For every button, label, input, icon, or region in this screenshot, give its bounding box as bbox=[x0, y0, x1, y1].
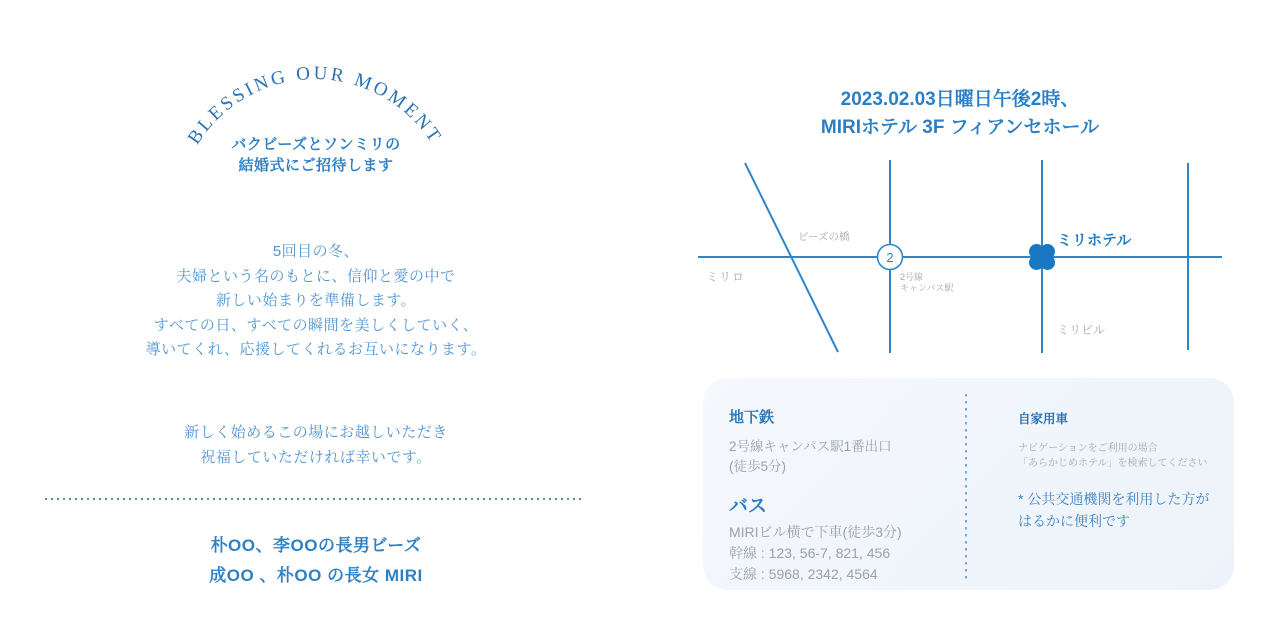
intro-line-1: バクビーズとソンミリの bbox=[231, 136, 401, 153]
poem-line-4: すべての日、すべての瞬間を美しくしていく、 bbox=[153, 316, 479, 334]
invitation-closing bbox=[0, 420, 632, 470]
station-name-line2: キャンパス駅 bbox=[900, 283, 954, 293]
closing-line-2: 祝福していただければ幸いです。 bbox=[200, 449, 432, 466]
bus-detail-2: 幹線 : 123, 56-7, 821, 456 bbox=[729, 545, 891, 561]
bus-detail-3: 支線 : 5968, 2342, 4564 bbox=[729, 566, 878, 582]
car-detail-2: 「あらかじめホテル」を検索してください bbox=[1018, 458, 1208, 469]
invitation-intro bbox=[0, 134, 632, 176]
note-line-1: * 公共交通機関を利用した方が bbox=[1018, 491, 1210, 507]
transport-note bbox=[1018, 488, 1209, 532]
family-names bbox=[0, 537, 632, 597]
bus-title: バス bbox=[729, 496, 768, 517]
venue-date-line: 2023.02.03日曜日午後2時、 bbox=[840, 89, 1080, 110]
note-line-2: はるかに便利です bbox=[1018, 513, 1130, 529]
invitation-poem bbox=[0, 240, 632, 363]
venue-place-line: MIRIホテル 3F フィアンセホール bbox=[820, 117, 1100, 138]
poem-line-2: 夫婦という名のもとに、信仰と愛の中で bbox=[176, 267, 456, 285]
car-detail-1: ナビゲーションをご利用の場合 bbox=[1018, 443, 1158, 454]
groom-family-line: 朴OO、李OOの長男ビーズ bbox=[210, 536, 422, 555]
intro-line-2: 結婚式にご招待します bbox=[238, 157, 394, 174]
car-title: 自家用車 bbox=[1018, 412, 1069, 426]
station-name-line1: 2号線 bbox=[900, 272, 924, 282]
hotel-label: ミリホテル bbox=[1057, 232, 1132, 249]
poem-line-1: 5回目の冬、 bbox=[272, 243, 360, 260]
invitation-left-panel bbox=[0, 0, 632, 644]
location-map bbox=[688, 148, 1233, 363]
bridge-label: ビーズの橋 bbox=[798, 231, 850, 243]
poem-line-3: 新しい始まりを準備します。 bbox=[215, 292, 417, 309]
bus-detail-1: MIRIビル横で下車(徒歩3分) bbox=[729, 524, 902, 540]
building-label: ミリビル bbox=[1057, 323, 1106, 337]
poem-line-5: 導いてくれ、応援してくれるお互いになります。 bbox=[145, 341, 487, 358]
directions-card bbox=[703, 378, 1234, 590]
road-label: ミリロ bbox=[706, 270, 746, 284]
venue-heading bbox=[650, 86, 1270, 142]
subway-title: 地下鉄 bbox=[729, 409, 775, 426]
dotted-divider bbox=[45, 498, 582, 500]
subway-detail-1: 2号線キャンパス駅1番出口 bbox=[729, 439, 892, 454]
subway-detail-2: (徒歩5分) bbox=[729, 459, 786, 474]
closing-line-1: 新しく始めるこの場にお越しいただき bbox=[184, 424, 448, 441]
card-dotted-divider bbox=[965, 394, 967, 580]
arc-title-text: BLESSING OUR MOMENT bbox=[184, 62, 446, 149]
station-number-label: 2 bbox=[886, 250, 894, 265]
bride-family-line: 成OO 、朴OO の長女 MIRI bbox=[209, 566, 423, 585]
